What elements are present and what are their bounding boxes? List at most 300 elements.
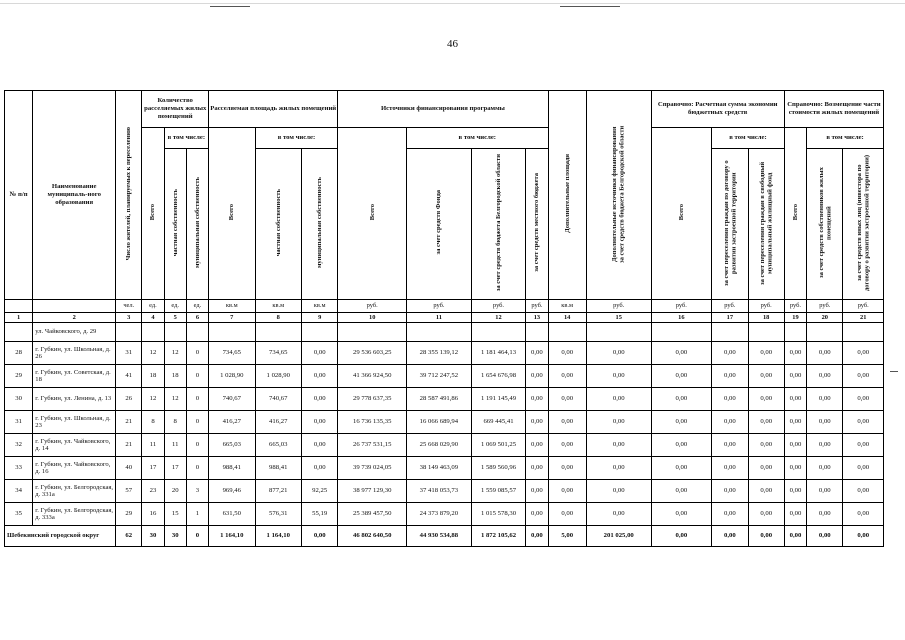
column-number-cell: 15	[586, 313, 651, 323]
unit-cell: руб.	[784, 300, 806, 313]
value-cell: 0,00	[586, 503, 651, 526]
value-cell: 0,00	[651, 411, 712, 434]
value-cell: 0,00	[784, 434, 806, 457]
total-value-cell: 0,00	[712, 526, 748, 547]
value-cell: 0,00	[548, 503, 586, 526]
header-people-label: Число жителей, планируемых к переселению	[125, 126, 133, 261]
value-cell	[407, 323, 472, 342]
header-area-group: Расселяемая площадь жилых помещений	[209, 91, 338, 128]
header-refund-total	[784, 128, 806, 300]
value-cell: 576,31	[255, 503, 301, 526]
column-number-cell: 6	[186, 313, 208, 323]
column-number-cell: 20	[807, 313, 843, 323]
value-cell: 0,00	[301, 434, 337, 457]
value-cell: 11	[142, 434, 164, 457]
header-econ-b-label: за счет переселения граждан в свободный муниципальный жилищный фонд	[758, 161, 774, 285]
total-value-cell: 201 025,00	[586, 526, 651, 547]
value-cell: 0,00	[784, 388, 806, 411]
unit-cell: кв.м	[301, 300, 337, 313]
header-area-incl: в том числе:	[255, 128, 338, 149]
address-cell: г. Губкин, ул. Чайковского, д. 14	[33, 434, 116, 457]
column-number-cell: 9	[301, 313, 337, 323]
unit-cell: руб.	[526, 300, 548, 313]
address-cell: г. Губкин, ул. Школьная, д. 23	[33, 411, 116, 434]
value-cell: 0,00	[301, 365, 337, 388]
value-cell: 0,00	[843, 388, 884, 411]
value-cell: 0,00	[526, 342, 548, 365]
value-cell: 0,00	[807, 365, 843, 388]
value-cell: 18	[164, 365, 186, 388]
value-cell: 1 181 464,13	[471, 342, 526, 365]
value-cell: 21	[116, 434, 142, 457]
value-cell: 0	[186, 365, 208, 388]
value-cell: 1 028,90	[255, 365, 301, 388]
column-number-row	[5, 313, 884, 323]
header-name: Наименование муниципаль-ного образования	[33, 91, 116, 300]
value-cell	[186, 323, 208, 342]
value-cell: 0,00	[586, 365, 651, 388]
total-value-cell: 0,00	[843, 526, 884, 547]
table-row	[5, 434, 884, 457]
column-number-cell: 8	[255, 313, 301, 323]
value-cell: 0,00	[784, 457, 806, 480]
value-cell: 0,00	[748, 480, 784, 503]
value-cell: 17	[164, 457, 186, 480]
value-cell: 39 712 247,52	[407, 365, 472, 388]
value-cell: 0,00	[526, 457, 548, 480]
value-cell: 0,00	[712, 434, 748, 457]
value-cell: 416,27	[255, 411, 301, 434]
value-cell: 0,00	[748, 457, 784, 480]
row-number-cell	[5, 323, 33, 342]
value-cell: 0,00	[548, 411, 586, 434]
value-cell: 29	[116, 503, 142, 526]
header-econ-a	[712, 149, 748, 300]
value-cell: 0,00	[807, 480, 843, 503]
page-number: 46	[447, 38, 458, 50]
value-cell: 0,00	[843, 503, 884, 526]
value-cell: 24 373 879,20	[407, 503, 472, 526]
value-cell: 665,03	[209, 434, 255, 457]
total-value-cell: 46 802 640,50	[338, 526, 407, 547]
value-cell	[748, 323, 784, 342]
header-econ-a-label: за счет переселения граждан по договору о развитии застроенной территории	[722, 159, 737, 286]
row-number-cell: 31	[5, 411, 33, 434]
value-cell: 669 445,41	[471, 411, 526, 434]
value-cell	[526, 323, 548, 342]
header-rooms-total	[142, 128, 164, 300]
value-cell: 0,00	[548, 388, 586, 411]
column-number-cell: 1	[5, 313, 33, 323]
header-refund-b	[843, 149, 884, 300]
value-cell: 0,00	[586, 342, 651, 365]
column-number-cell: 4	[142, 313, 164, 323]
value-cell	[164, 323, 186, 342]
value-cell: 0,00	[807, 342, 843, 365]
unit-cell: руб.	[843, 300, 884, 313]
value-cell: 0,00	[548, 457, 586, 480]
header-refund-total-label: Всего	[791, 204, 799, 221]
value-cell: 11	[164, 434, 186, 457]
value-cell: 25 668 029,90	[407, 434, 472, 457]
header-rooms-municipal	[186, 149, 208, 300]
value-cell: 16 066 689,94	[407, 411, 472, 434]
column-number-cell: 13	[526, 313, 548, 323]
address-cell: г. Губкин, ул. Ленина, д. 13	[33, 388, 116, 411]
value-cell: 0,00	[712, 480, 748, 503]
unit-cell: руб.	[748, 300, 784, 313]
value-cell: 0,00	[843, 411, 884, 434]
value-cell: 41	[116, 365, 142, 388]
row-number-cell: 30	[5, 388, 33, 411]
value-cell: 3	[186, 480, 208, 503]
value-cell: 1 015 578,30	[471, 503, 526, 526]
address-cell: г. Губкин, ул. Белгородская, д. 333а	[33, 503, 116, 526]
header-area-total-label: Всего	[228, 204, 236, 221]
table-row	[5, 342, 884, 365]
total-value-cell: 0,00	[526, 526, 548, 547]
value-cell: 0,00	[843, 365, 884, 388]
address-cell: ул. Чайковского, д. 29	[33, 323, 116, 342]
header-area-private	[255, 149, 301, 300]
value-cell: 0	[186, 388, 208, 411]
value-cell: 38 977 129,30	[338, 480, 407, 503]
column-number-cell: 5	[164, 313, 186, 323]
header-people	[116, 91, 142, 300]
value-cell: 0,00	[586, 388, 651, 411]
value-cell: 0,00	[301, 411, 337, 434]
value-cell: 21	[116, 411, 142, 434]
address-cell: г. Губкин, ул. Чайковского, д. 16	[33, 457, 116, 480]
header-extra-area	[548, 91, 586, 300]
value-cell: 0,00	[712, 457, 748, 480]
resettlement-table	[4, 90, 884, 547]
value-cell: 0,00	[586, 457, 651, 480]
value-cell: 8	[164, 411, 186, 434]
value-cell: 39 739 024,05	[338, 457, 407, 480]
value-cell: 877,21	[255, 480, 301, 503]
value-cell: 0,00	[651, 388, 712, 411]
scan-artifact	[210, 6, 250, 7]
value-cell	[255, 323, 301, 342]
header-rooms-private-label: частная собственность	[171, 189, 179, 257]
value-cell: 0	[186, 342, 208, 365]
value-cell: 0,00	[548, 434, 586, 457]
value-cell: 740,67	[255, 388, 301, 411]
value-cell: 0,00	[843, 457, 884, 480]
total-value-cell: 0,00	[748, 526, 784, 547]
column-number-cell: 16	[651, 313, 712, 323]
value-cell	[651, 323, 712, 342]
unit-cell: кв.м	[255, 300, 301, 313]
header-rooms-private	[164, 149, 186, 300]
value-cell: 25 389 457,50	[338, 503, 407, 526]
header-local-budget-label: за счет средств местного бюджета	[533, 173, 541, 272]
value-cell: 0,00	[748, 503, 784, 526]
table-row	[5, 480, 884, 503]
header-funding-total-label: Всего	[368, 204, 376, 221]
units-blank	[5, 300, 33, 313]
value-cell: 1 559 085,57	[471, 480, 526, 503]
scan-artifact	[560, 6, 620, 7]
unit-cell: руб.	[586, 300, 651, 313]
unit-cell: кв.м	[209, 300, 255, 313]
header-fund-label: за счет средств Фонда	[435, 190, 443, 255]
value-cell: 0,00	[712, 342, 748, 365]
value-cell: 0,00	[526, 503, 548, 526]
header-funding-incl: в том числе:	[407, 128, 548, 149]
value-cell: 0,00	[748, 388, 784, 411]
value-cell: 631,50	[209, 503, 255, 526]
value-cell: 18	[142, 365, 164, 388]
column-number-cell: 11	[407, 313, 472, 323]
value-cell: 1 028,90	[209, 365, 255, 388]
value-cell: 0,00	[586, 434, 651, 457]
column-number-cell: 19	[784, 313, 806, 323]
value-cell	[209, 323, 255, 342]
unit-cell: руб.	[651, 300, 712, 313]
column-number-cell: 17	[712, 313, 748, 323]
total-value-cell: 5,00	[548, 526, 586, 547]
value-cell: 0,00	[651, 480, 712, 503]
value-cell: 0,00	[301, 342, 337, 365]
value-cell: 16	[142, 503, 164, 526]
total-value-cell: 1 164,10	[255, 526, 301, 547]
column-number-cell: 14	[548, 313, 586, 323]
header-extra-funding	[586, 91, 651, 300]
value-cell: 0,00	[807, 434, 843, 457]
value-cell: 0,00	[712, 411, 748, 434]
value-cell: 12	[164, 342, 186, 365]
value-cell: 0,00	[748, 365, 784, 388]
total-value-cell: 0,00	[301, 526, 337, 547]
value-cell: 0,00	[712, 365, 748, 388]
value-cell: 29 778 637,35	[338, 388, 407, 411]
value-cell: 1 654 676,98	[471, 365, 526, 388]
header-economy-total	[651, 128, 712, 300]
units-row	[5, 300, 884, 313]
table-row	[5, 388, 884, 411]
header-area-municipal	[301, 149, 337, 300]
row-number-cell: 28	[5, 342, 33, 365]
value-cell: 0,00	[843, 342, 884, 365]
value-cell: 1 069 501,25	[471, 434, 526, 457]
value-cell: 0,00	[784, 342, 806, 365]
header-area-total	[209, 128, 255, 300]
table-row	[5, 365, 884, 388]
header-area-municipal-label: муниципальная собственность	[316, 177, 324, 269]
value-cell: 0,00	[807, 411, 843, 434]
header-rooms-total-label: Всего	[149, 204, 157, 221]
value-cell	[843, 323, 884, 342]
value-cell: 28 587 491,86	[407, 388, 472, 411]
header-rooms-group: Количество расселяемых жилых помещений	[142, 91, 209, 128]
total-value-cell: 0,00	[807, 526, 843, 547]
value-cell: 0,00	[526, 480, 548, 503]
value-cell: 1 589 560,96	[471, 457, 526, 480]
value-cell: 0,00	[712, 503, 748, 526]
scan-artifact	[890, 371, 898, 372]
value-cell: 1 191 145,49	[471, 388, 526, 411]
unit-cell: ед.	[142, 300, 164, 313]
total-label: Шебекинский городской округ	[5, 526, 116, 547]
value-cell: 0,00	[784, 365, 806, 388]
value-cell: 0,00	[526, 411, 548, 434]
value-cell: 41 366 924,50	[338, 365, 407, 388]
value-cell	[548, 323, 586, 342]
header-economy-incl: в том числе:	[712, 128, 785, 149]
value-cell: 12	[142, 342, 164, 365]
header-refund-b-label: за счет средств иных лиц (инвестора по договору о развитии застроенной территории)	[855, 154, 871, 291]
value-cell	[338, 323, 407, 342]
total-value-cell: 1 164,10	[209, 526, 255, 547]
value-cell: 0,00	[807, 503, 843, 526]
unit-cell: кв.м	[548, 300, 586, 313]
address-cell: г. Губкин, ул. Школьная, д. 26	[33, 342, 116, 365]
value-cell: 20	[164, 480, 186, 503]
header-refund-a-label: за счет средств собственников жилых помещений	[817, 167, 832, 279]
value-cell: 0,00	[548, 480, 586, 503]
column-number-cell: 18	[748, 313, 784, 323]
header-local-budget	[526, 149, 548, 300]
value-cell: 12	[142, 388, 164, 411]
row-number-cell: 35	[5, 503, 33, 526]
header-economy-total-label: Всего	[677, 204, 685, 221]
value-cell: 0,00	[301, 457, 337, 480]
value-cell: 0,00	[807, 457, 843, 480]
value-cell: 26	[116, 388, 142, 411]
value-cell: 0,00	[651, 342, 712, 365]
total-value-cell: 1 872 105,62	[471, 526, 526, 547]
value-cell: 0,00	[748, 434, 784, 457]
units-blank	[33, 300, 116, 313]
value-cell: 0,00	[586, 411, 651, 434]
header-funding-group: Источники финансирования программы	[338, 91, 548, 128]
value-cell: 12	[164, 388, 186, 411]
value-cell	[116, 323, 142, 342]
value-cell: 416,27	[209, 411, 255, 434]
value-cell: 0	[186, 434, 208, 457]
unit-cell: руб.	[712, 300, 748, 313]
unit-cell: руб.	[807, 300, 843, 313]
value-cell: 665,03	[255, 434, 301, 457]
value-cell: 17	[142, 457, 164, 480]
column-number-cell: 3	[116, 313, 142, 323]
value-cell: 0,00	[651, 365, 712, 388]
header-region-budget-label: за счет средств бюджета Белгородской области	[494, 154, 502, 292]
header-ref-economy-group: Справочно: Расчетная сумма экономии бюджетных средств	[651, 91, 784, 128]
value-cell: 37 418 053,73	[407, 480, 472, 503]
header-area-private-label: частная собственность	[274, 189, 282, 257]
table-row	[5, 503, 884, 526]
unit-cell: руб.	[407, 300, 472, 313]
column-number-cell: 2	[33, 313, 116, 323]
header-rooms-municipal-label: муниципальная собственность	[193, 177, 201, 269]
value-cell: 0,00	[526, 365, 548, 388]
value-cell: 0,00	[548, 365, 586, 388]
value-cell: 0,00	[712, 388, 748, 411]
value-cell: 38 149 463,09	[407, 457, 472, 480]
scan-edge-line	[0, 3, 905, 4]
value-cell: 0	[186, 457, 208, 480]
total-value-cell: 30	[142, 526, 164, 547]
table-row	[5, 323, 884, 342]
value-cell: 92,25	[301, 480, 337, 503]
header-funding-total	[338, 128, 407, 300]
table-body	[5, 323, 884, 547]
header-ref-refund-group: Справочно: Возмещение части стоимости жилых помещений	[784, 91, 883, 128]
value-cell	[586, 323, 651, 342]
value-cell: 0,00	[784, 411, 806, 434]
value-cell: 0,00	[526, 388, 548, 411]
total-value-cell: 62	[116, 526, 142, 547]
value-cell	[301, 323, 337, 342]
unit-cell: руб.	[338, 300, 407, 313]
unit-cell: ед.	[186, 300, 208, 313]
value-cell: 15	[164, 503, 186, 526]
value-cell: 0,00	[843, 434, 884, 457]
header-refund-a	[807, 149, 843, 300]
value-cell: 740,67	[209, 388, 255, 411]
column-number-cell: 21	[843, 313, 884, 323]
header-econ-b	[748, 149, 784, 300]
total-value-cell: 0	[186, 526, 208, 547]
unit-cell: чел.	[116, 300, 142, 313]
header-fund	[407, 149, 472, 300]
header-region-budget	[471, 149, 526, 300]
total-value-cell: 0,00	[784, 526, 806, 547]
header-num: № п/п	[5, 91, 33, 300]
column-number-cell: 7	[209, 313, 255, 323]
table-row	[5, 411, 884, 434]
header-rooms-incl: в том числе:	[164, 128, 208, 149]
header-extra-area-label: Дополнительные площади	[563, 154, 571, 233]
value-cell: 988,41	[255, 457, 301, 480]
value-cell: 16 736 135,35	[338, 411, 407, 434]
row-number-cell: 29	[5, 365, 33, 388]
table-row	[5, 457, 884, 480]
value-cell: 0,00	[843, 480, 884, 503]
total-row	[5, 526, 884, 547]
value-cell: 0,00	[301, 388, 337, 411]
value-cell: 0,00	[807, 388, 843, 411]
value-cell: 734,65	[255, 342, 301, 365]
value-cell	[784, 323, 806, 342]
row-number-cell: 34	[5, 480, 33, 503]
value-cell: 23	[142, 480, 164, 503]
value-cell: 0,00	[548, 342, 586, 365]
value-cell: 8	[142, 411, 164, 434]
value-cell: 55,19	[301, 503, 337, 526]
value-cell: 0,00	[784, 503, 806, 526]
unit-cell: руб.	[471, 300, 526, 313]
value-cell	[807, 323, 843, 342]
value-cell: 0,00	[748, 411, 784, 434]
value-cell: 0,00	[748, 342, 784, 365]
value-cell	[471, 323, 526, 342]
value-cell: 1	[186, 503, 208, 526]
value-cell: 57	[116, 480, 142, 503]
total-value-cell: 44 930 534,88	[407, 526, 472, 547]
value-cell: 28 355 139,12	[407, 342, 472, 365]
value-cell	[142, 323, 164, 342]
value-cell: 0	[186, 411, 208, 434]
total-value-cell: 0,00	[651, 526, 712, 547]
value-cell: 969,46	[209, 480, 255, 503]
value-cell: 0,00	[526, 434, 548, 457]
column-number-cell: 10	[338, 313, 407, 323]
value-cell: 988,41	[209, 457, 255, 480]
